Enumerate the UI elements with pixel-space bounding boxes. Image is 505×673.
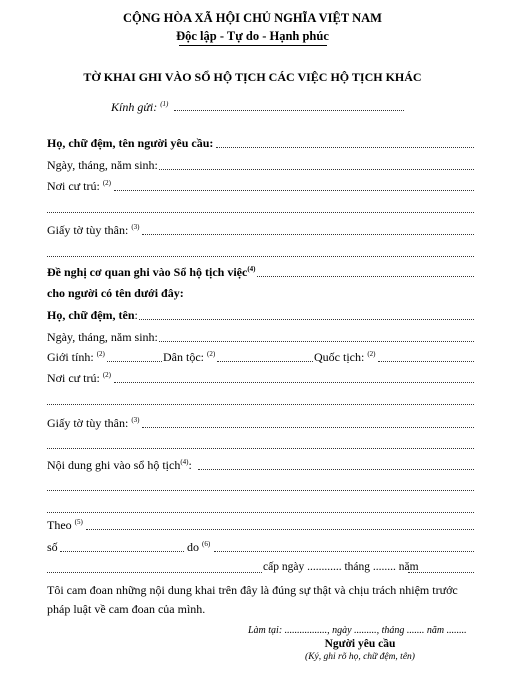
national-motto: Độc lập - Tự do - Hạnh phúc (176, 29, 329, 43)
subject-gender-field[interactable] (107, 361, 162, 362)
recipient-text: Kính gửi: (111, 100, 158, 114)
content-field-2[interactable] (47, 490, 474, 491)
theo-label (47, 519, 83, 531)
subject-id-field[interactable] (142, 427, 474, 428)
request-line-1 (47, 266, 256, 278)
subject-gender-label (47, 351, 105, 363)
subject-name-text: Họ, chữ đệm, tên (47, 308, 135, 322)
theo-note: (5) (74, 518, 83, 526)
requester-name-label: Họ, chữ đệm, tên người yêu cầu: (47, 136, 214, 150)
do-text: do (187, 540, 199, 554)
subject-id-label (47, 417, 140, 429)
issue-date-text: cấp ngày ............ tháng ........ năm (263, 561, 419, 573)
do-note: (6) (202, 540, 211, 548)
subject-ethnicity-field[interactable] (217, 361, 313, 362)
requester-id-label (47, 224, 140, 236)
so-label: số (47, 540, 58, 554)
do-label (187, 541, 210, 553)
subject-name-label (47, 309, 138, 321)
subject-ethnicity-text: Dân tộc: (163, 350, 204, 364)
content-label (47, 459, 192, 471)
subject-residence-field[interactable] (114, 382, 474, 383)
subject-gender-text: Giới tính: (47, 350, 94, 364)
declaration-line-2: pháp luật về cam đoan của mình. (47, 602, 206, 616)
requester-dob-field[interactable] (159, 169, 474, 170)
request-text: Đề nghị cơ quan ghi vào Sổ hộ tịch việc (47, 265, 248, 279)
form-title: TỜ KHAI GHI VÀO SỔ HỘ TỊCH CÁC VIỆC HỘ TỊCH KHÁC (83, 70, 422, 84)
signer-note: (Ký, ghi rõ họ, chữ đệm, tên) (305, 652, 415, 662)
subject-ethnicity-label (163, 351, 215, 363)
requester-residence-note: (2) (102, 179, 112, 187)
content-text: Nội dung ghi vào sổ hộ tịch (47, 458, 181, 472)
issue-place-field[interactable] (47, 572, 262, 573)
recipient-note: (1) (160, 100, 169, 108)
subject-name-colon: : (134, 308, 138, 322)
subject-residence-note: (2) (102, 371, 112, 379)
subject-nationality-label (314, 351, 376, 363)
request-note: (4) (247, 265, 256, 273)
subject-dob-label: Ngày, tháng, năm sinh: (47, 330, 158, 344)
subject-nationality-text: Quốc tịch: (314, 350, 365, 364)
requester-id-field[interactable] (142, 234, 474, 235)
requester-id-note: (3) (131, 223, 140, 231)
requester-residence-label (47, 180, 111, 192)
motto-underline (179, 45, 327, 46)
content-field[interactable] (198, 469, 474, 470)
declaration-line-1: Tôi cam đoan những nội dung khai trên đây là đúng sự thật và chịu trách nhiệm trước (47, 583, 458, 597)
do-field[interactable] (214, 551, 474, 552)
requester-residence-text: Nơi cư trú: (47, 179, 100, 193)
country-name: CỘNG HÒA XÃ HỘI CHỦ NGHĨA VIỆT NAM (123, 11, 382, 25)
requester-id-text: Giấy tờ tùy thân: (47, 223, 129, 237)
subject-dob-field[interactable] (159, 341, 474, 342)
requester-residence-field-2[interactable] (47, 212, 474, 213)
request-line-2: cho người có tên dưới đây: (47, 286, 184, 300)
subject-id-field-2[interactable] (47, 448, 474, 449)
place-date-line: Làm tại: ................., ngày ........., tháng ....... năm ........ (248, 625, 467, 636)
content-field-3[interactable] (47, 512, 474, 513)
request-field[interactable] (257, 276, 474, 277)
subject-residence-text: Nơi cư trú: (47, 371, 100, 385)
requester-name-field[interactable] (216, 147, 474, 148)
signer-title: Người yêu cầu (324, 638, 396, 650)
theo-field[interactable] (86, 529, 474, 530)
subject-residence-field-2[interactable] (47, 404, 474, 405)
subject-name-field[interactable] (139, 319, 474, 320)
recipient-field[interactable] (174, 110, 404, 111)
content-note: (4) (180, 458, 189, 466)
subject-id-text: Giấy tờ tùy thân: (47, 416, 129, 430)
issue-year-field[interactable] (408, 572, 474, 573)
subject-ethnicity-note: (2) (207, 350, 216, 358)
subject-residence-label (47, 372, 111, 384)
so-field[interactable] (60, 551, 184, 552)
subject-id-note: (3) (131, 416, 140, 424)
subject-nationality-note: (2) (367, 350, 376, 358)
requester-dob-label: Ngày, tháng, năm sinh: (47, 158, 158, 172)
requester-id-field-2[interactable] (47, 256, 474, 257)
subject-nationality-field[interactable] (378, 361, 474, 362)
requester-residence-field[interactable] (114, 190, 474, 191)
subject-gender-note: (2) (96, 350, 105, 358)
content-colon: : (188, 458, 192, 472)
theo-text: Theo (47, 518, 72, 532)
recipient-label (111, 101, 168, 113)
